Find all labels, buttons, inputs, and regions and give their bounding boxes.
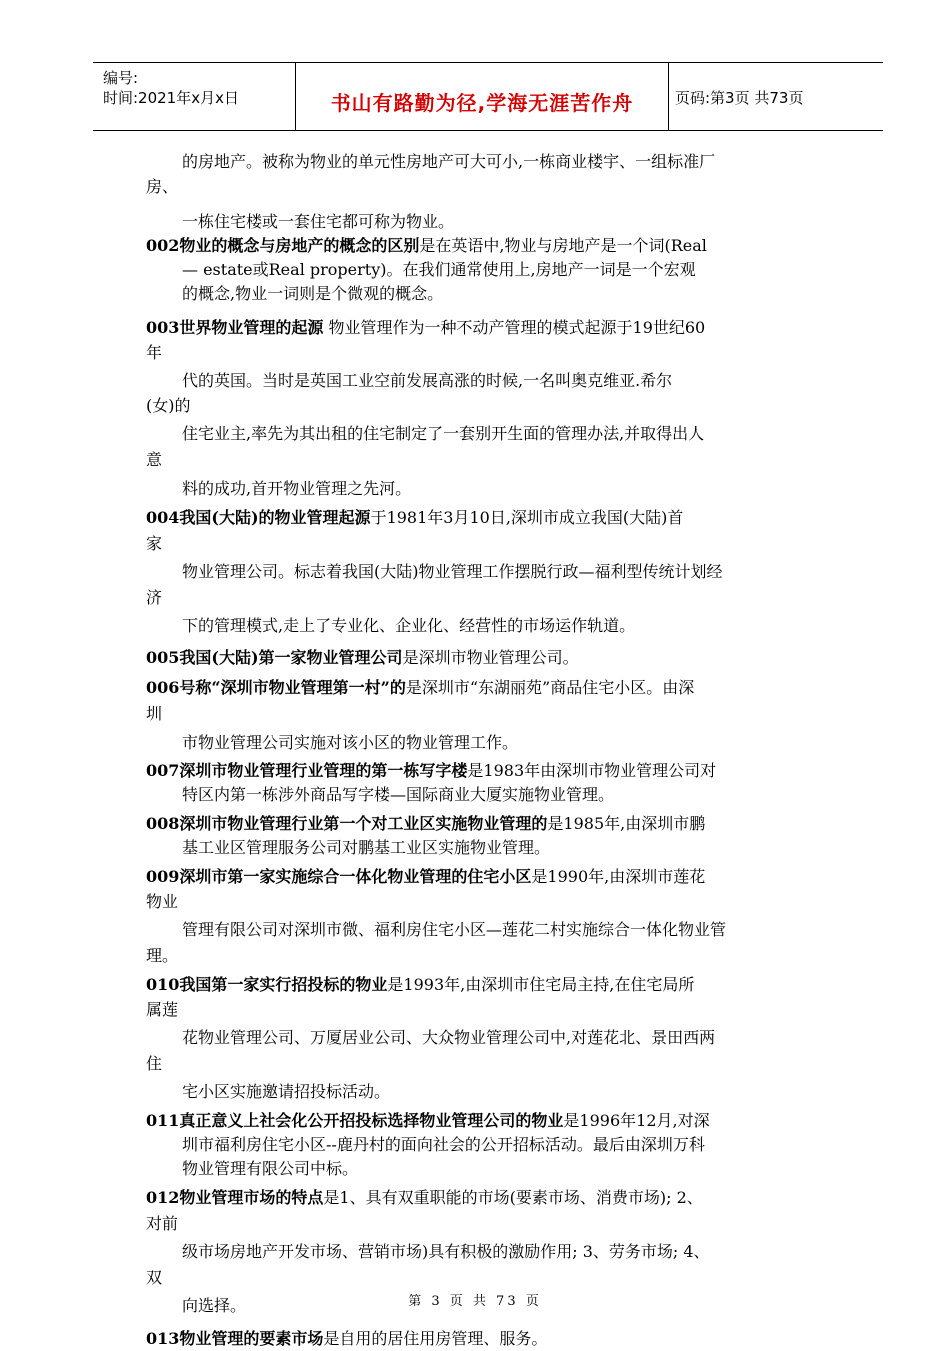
item-number: 005	[146, 648, 180, 667]
line-text: 花物业管理公司、万厦居业公司、大众物业管理公司中,对莲花北、景田西两	[182, 1028, 716, 1047]
line-text: 是自用的居住用房管理、服务。	[323, 1329, 548, 1348]
line-text: 的概念,物业一词则是个微观的概念。	[182, 284, 444, 303]
line-text: 双	[146, 1268, 163, 1287]
line-text: 是1996年12月,对深	[563, 1111, 710, 1130]
page-header	[93, 62, 883, 131]
item-number: 012	[146, 1188, 180, 1207]
line-text: 是1、具有双重职能的市场(要素市场、消费市场); 2、	[323, 1188, 703, 1207]
item-line-011	[146, 1109, 710, 1133]
text-line	[146, 1266, 162, 1290]
page-footer: 第 3 页 共 73 页	[408, 1294, 542, 1309]
text-line	[146, 341, 162, 365]
item-line-002	[146, 234, 707, 258]
item-term: 深圳市物业管理行业第一个对工业区实施物业管理的	[179, 814, 548, 833]
item-line-009	[146, 865, 705, 889]
header-motto-cell	[296, 63, 669, 130]
line-text: 于1981年3月10日,深圳市成立我国(大陆)首	[370, 508, 684, 527]
item-number: 008	[146, 814, 180, 833]
item-line-013	[146, 1327, 547, 1351]
line-text: 圳	[146, 704, 163, 723]
text-line	[146, 890, 178, 914]
line-text: 物业管理公司。标志着我国(大陆)物业管理工作摆脱行政—福利型传统计划经	[182, 562, 723, 581]
text-line	[146, 1052, 162, 1076]
item-line-003	[146, 316, 705, 340]
line-text: 意	[146, 450, 163, 469]
line-text: 济	[146, 588, 163, 607]
item-number: 007	[146, 761, 180, 780]
text-line	[146, 998, 178, 1022]
item-line-005	[146, 646, 579, 670]
line-text: — estate或Real property)。在我们通常使用上,房地产一词是一个宏观	[182, 260, 696, 279]
item-number: 013	[146, 1329, 180, 1348]
line-text: 物业管理有限公司中标。	[182, 1159, 359, 1178]
text-line	[146, 394, 191, 418]
line-text: 圳市福利房住宅小区--鹿丹村的面向社会的公开招标活动。最后由深圳万科	[182, 1135, 705, 1154]
item-term: 物业管理的要素市场	[179, 1329, 324, 1348]
item-term: 世界物业管理的起源	[179, 318, 324, 337]
text-line	[182, 560, 723, 584]
text-line	[182, 731, 518, 755]
line-text: 下的管理模式,走上了专业化、企业化、经营性的市场运作轨道。	[182, 616, 636, 635]
text-line	[182, 1240, 710, 1264]
text-line	[182, 1026, 715, 1050]
text-line	[182, 836, 550, 860]
item-number: 009	[146, 867, 180, 886]
doc-number-label: 编号:	[103, 69, 139, 87]
line-text: 物业	[146, 892, 179, 911]
item-term: 物业管理市场的特点	[179, 1188, 324, 1207]
text-line	[146, 1212, 178, 1236]
line-text: 年	[146, 343, 163, 362]
line-text: 料的成功,首开物业管理之先河。	[182, 479, 412, 498]
line-text: 房、	[146, 177, 179, 196]
line-text: 宅小区实施邀请招投标活动。	[182, 1082, 391, 1101]
text-line	[182, 210, 454, 234]
text-line	[182, 614, 635, 638]
item-term: 物业的概念与房地产的概念的区别	[179, 236, 420, 255]
line-text: 对前	[146, 1214, 179, 1233]
text-line	[182, 422, 704, 446]
line-text: 的房地产。被称为物业的单元性房地产可大可小,一栋商业楼宇、一组标准厂	[182, 152, 716, 171]
line-text: 是深圳市物业管理公司。	[402, 648, 579, 667]
item-term: 我国(大陆)第一家物业管理公司	[179, 648, 403, 667]
item-number: 011	[146, 1111, 180, 1130]
line-text: 是1983年由深圳市物业管理公司对	[467, 761, 717, 780]
text-line	[146, 175, 178, 199]
line-text: 是深圳市“东湖丽苑”商品住宅小区。由深	[405, 678, 695, 697]
text-line	[182, 369, 672, 393]
line-text: 市物业管理公司实施对该小区的物业管理工作。	[182, 733, 519, 752]
item-term: 深圳市第一家实施综合一体化物业管理的住宅小区	[179, 867, 532, 886]
item-line-012	[146, 1186, 703, 1210]
header-page-label: 页码:第3页 共73页	[675, 89, 804, 107]
line-text: 代的英国。当时是英国工业空前发展高涨的时候,一名叫奥克维亚.希尔	[182, 371, 673, 390]
header-page-cell	[669, 63, 883, 130]
line-text: 是1993年,由深圳市住宅局主持,在住宅局所	[387, 975, 695, 994]
text-line	[182, 1133, 705, 1157]
item-number: 004	[146, 508, 180, 527]
line-text: 管理有限公司对深圳市微、福利房住宅小区—莲花二村实施综合一体化物业管	[182, 920, 727, 939]
line-text: 住宅业主,率先为其出租的住宅制定了一套别开生面的管理办法,并取得出人	[182, 424, 705, 443]
header-meta-cell	[93, 63, 296, 130]
text-line	[146, 702, 162, 726]
text-line	[146, 586, 162, 610]
text-line	[182, 258, 696, 282]
item-line-004	[146, 506, 683, 530]
line-text: (女)的	[146, 396, 191, 415]
line-text: 是1990年,由深圳市莲花	[531, 867, 706, 886]
item-line-010	[146, 973, 694, 997]
line-text: 家	[146, 534, 163, 553]
item-term: 我国第一家实行招投标的物业	[179, 975, 388, 994]
text-line	[182, 783, 614, 807]
line-text: 一栋住宅楼或一套住宅都可称为物业。	[182, 212, 455, 231]
line-text: 是在英语中,物业与房地产是一个词(Real	[419, 236, 707, 255]
text-line	[146, 944, 178, 968]
item-line-008	[146, 812, 705, 836]
item-number: 003	[146, 318, 180, 337]
header-motto: 书山有路勤为径,学海无涯苦作舟	[330, 91, 634, 115]
item-term: 真正意义上社会化公开招投标选择物业管理公司的物业	[179, 1111, 564, 1130]
line-text: 向选择。	[182, 1296, 247, 1315]
item-term: 我国(大陆)的物业管理起源	[179, 508, 371, 527]
text-line	[182, 282, 443, 306]
line-text: 基工业区管理服务公司对鹏基工业区实施物业管理。	[182, 838, 551, 857]
item-term: 号称“深圳市物业管理第一村”的	[179, 678, 406, 697]
line-text: 物业管理作为一种不动产管理的模式起源于19世纪60	[323, 318, 706, 337]
text-line	[182, 1157, 358, 1181]
line-text: 理。	[146, 946, 179, 965]
item-number: 010	[146, 975, 180, 994]
item-line-007	[146, 759, 716, 783]
text-line	[182, 1080, 390, 1104]
line-text: 是1985年,由深圳市鹏	[547, 814, 706, 833]
item-term: 深圳市物业管理行业管理的第一栋写字楼	[179, 761, 468, 780]
text-line	[182, 150, 715, 174]
item-number: 006	[146, 678, 180, 697]
text-line	[182, 918, 726, 942]
line-text: 级市场房地产开发市场、营销市场)具有积极的激励作用; 3、劳务市场; 4、	[182, 1242, 710, 1261]
text-line	[146, 448, 162, 472]
item-number: 002	[146, 236, 180, 255]
doc-time-label: 时间:2021年x月x日	[103, 89, 239, 107]
line-text: 住	[146, 1054, 163, 1073]
line-text: 属莲	[146, 1000, 179, 1019]
text-line	[182, 477, 411, 501]
item-line-006	[146, 676, 694, 700]
line-text: 特区内第一栋涉外商品写字楼—国际商业大厦实施物业管理。	[182, 785, 615, 804]
text-line	[146, 532, 162, 556]
